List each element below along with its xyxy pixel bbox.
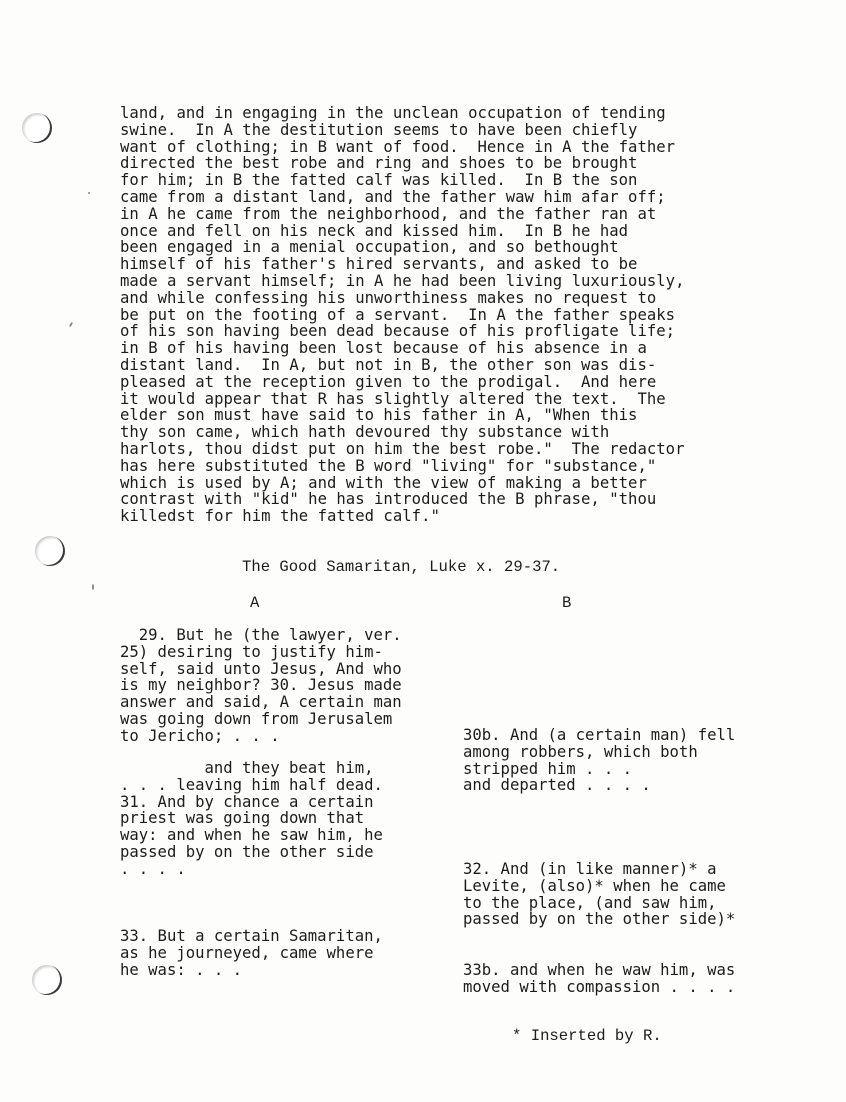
body-paragraph: land, and in engaging in the unclean occupation of tending swine. In A the destitution seems to have been chiefly want of clothing; in B want of food. Hence in A the father directed the best robe and ring and shoes to be brought for him; in B the fatted calf was killed. In B the son came from a distant land, and the father waw him afar off; in A he came from the neighborhood, and the father ran at once and fell on his neck and kissed him. In B he had been engaged in a menial occupation, and so bethought himself of his father's hired servants, and asked to be made a servant himself; in A he had been living luxuriously, and while confessing his unworthiness makes no request to be put on the footing of a servant. In A the father speaks of his son having been dead because of his profligate life; in B of his having been lost because of his absence in a distant land. In A, but not in B, the other son was dis- pleased at the reception given to the prodigal. And here it would appear that R has slightly altered the text. The elder son must have said to his father in A, "When this thy son came, which hath devoured thy substance with harlots, thou didst put on him the best robe." The redactor has here substituted the B word "living" for "substance," which is used by A; and with the view of making a better contrast with "kid" he has introduced the B phrase, "thou killedst for him the fatted calf." [120,104,685,526]
ink-speck [69,322,73,327]
column-b-verse-33b: 33b. and when he waw him, was moved with compassion . . . . [463,961,736,996]
punch-hole-middle [35,536,65,566]
section-title: The Good Samaritan, Luke x. 29-37. [242,558,561,576]
punch-hole-top [22,113,52,143]
column-b-verse-32: 32. And (in like manner)* a Levite, (also)* when he came to the place, (and saw him, passed by on the other side)* [463,860,736,929]
column-b-heading: B [562,594,572,612]
footnote: * Inserted by R. [512,1027,662,1045]
ink-speck [92,584,94,590]
column-b-verse-30b: 30b. And (a certain man) fell among robbers, which both stripped him . . . and departed . . . . [463,726,736,795]
column-a-heading: A [250,594,260,612]
punch-hole-bottom [32,965,62,995]
column-a-verse-33: 33. But a certain Samaritan, as he journeyed, came where he was: . . . [120,927,383,979]
column-a-verses-29-30: 29. But he (the lawyer, ver. 25) desiring to justify him- self, said unto Jesus, And who is my neighbor? 30. Jesus made answer and said, A certain man was going down from Jerusalem to Jericho; . . . [120,626,402,745]
ink-speck [88,192,90,194]
column-a-verse-31: and they beat him, . . . leaving him half dead. 31. And by chance a certain priest was going down that way: and when he saw him, he passed by on the other side . . . . [120,759,383,878]
